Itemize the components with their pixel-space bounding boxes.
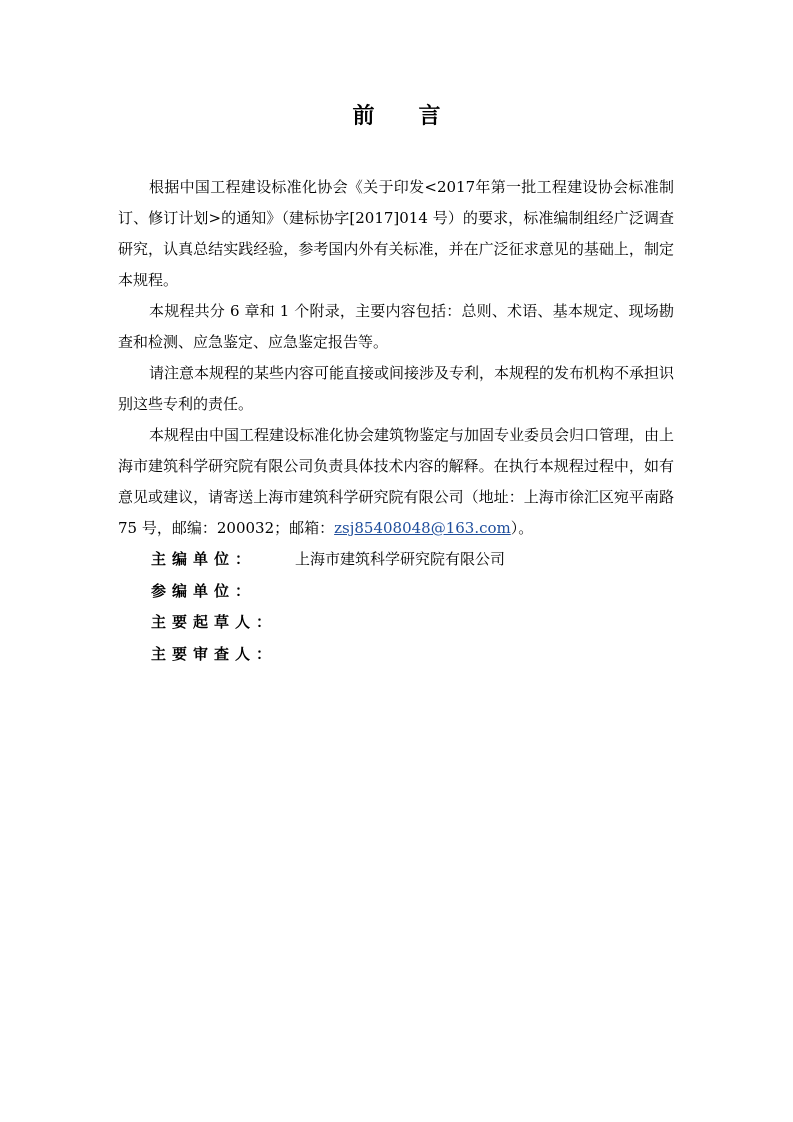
credit-row-chief-editor [151, 548, 505, 570]
title-char-left: 前 [352, 104, 375, 129]
credit-row-reviewers [151, 643, 295, 665]
credit-row-participating-units [151, 580, 295, 602]
paragraph-4-text: 本规程由中国工程建设标准化协会建筑物鉴定与加固专业委员会归口管理，由上海市建筑科学研究院有限公司负责具体技术内容的解释。在执行本规程过程中，如有意见或建议，请寄送上海市建筑科学研究院有限公司（地址：上海市徐汇区宛平南路 75 号，邮编：200032；邮箱： [118, 426, 675, 537]
credit-row-drafters [151, 611, 295, 633]
paragraph-2: 本规程共分 6 章和 1 个附录，主要内容包括：总则、术语、基本规定、现场勘查和检测、应急鉴定、应急鉴定报告等。 [118, 302, 674, 351]
paragraph-4 [118, 420, 674, 544]
email-link[interactable]: zsj85408048@163.com [334, 519, 511, 537]
credit-label: 主要审查人： [151, 645, 278, 663]
page-title [0, 102, 793, 132]
preface-body [118, 172, 674, 544]
paragraph-3: 请注意本规程的某些内容可能直接或间接涉及专利，本规程的发布机构不承担识别这些专利的责任。 [118, 364, 675, 413]
paragraph-4-end: ）。 [510, 519, 534, 537]
credit-value: 上海市建筑科学研究院有限公司 [295, 550, 506, 568]
credit-label: 参编单位： [151, 582, 257, 600]
title-char-right: 言 [418, 104, 441, 129]
paragraph-1: 根据中国工程建设标准化协会《关于印发<2017年第一批工程建设协会标准制订、修订计划>的通知》（建标协字[2017]014 号）的要求，标准编制组经广泛调查研究，认真总结实践经验，参考国内外有关标准，并在广泛征求意见的基础上，制定本规程。 [118, 178, 674, 289]
credit-label: 主编单位： [151, 550, 257, 568]
credit-label: 主要起草人： [151, 613, 278, 631]
